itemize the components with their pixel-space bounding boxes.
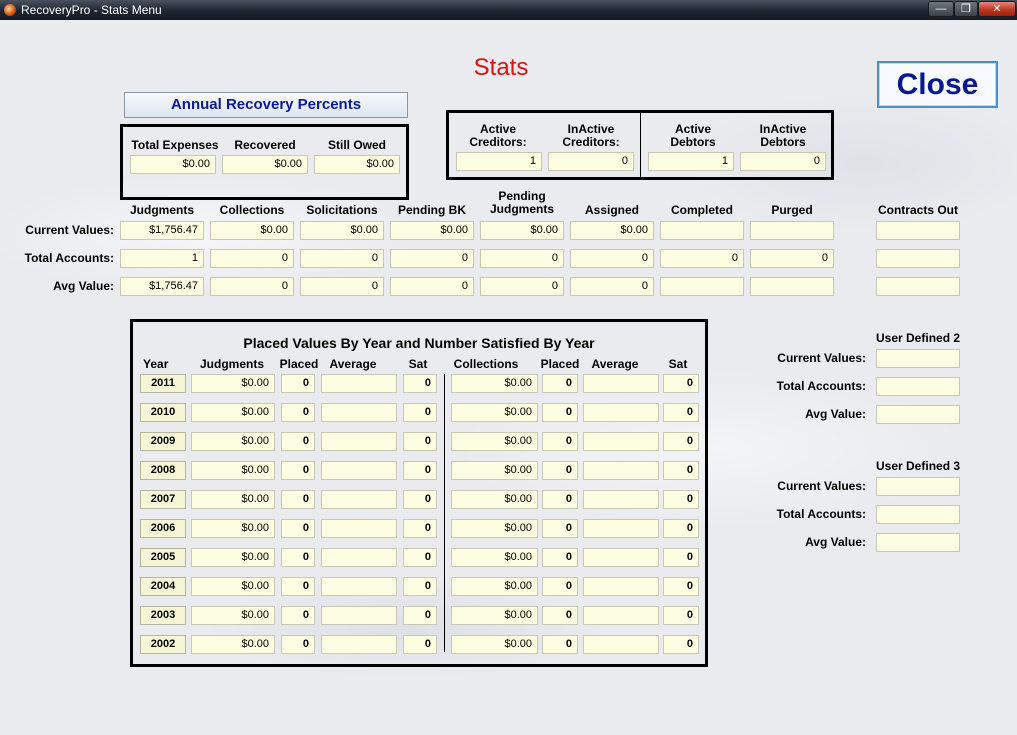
total-contracts-out-field[interactable] [876,249,960,268]
judgments-placed-count[interactable]: 0 [281,635,315,654]
row-label-current-values: Current Values: [25,223,114,237]
judgments-placed-count[interactable]: 0 [281,403,315,422]
active-creditors-field[interactable]: 1 [456,152,542,171]
judgments-placed-value[interactable]: $0.00 [191,432,275,451]
collections-average[interactable] [583,490,659,509]
collections-average[interactable] [583,606,659,625]
judgments-placed-count[interactable]: 0 [281,374,315,393]
placed-values-panel [130,319,708,667]
active-debtors-field[interactable]: 1 [648,152,734,171]
collections-average[interactable] [583,635,659,654]
avg-purged-field[interactable] [750,277,834,296]
year-cell: 2002 [140,635,186,654]
collections-placed-value[interactable]: $0.00 [451,432,538,451]
ud3-avg-value-field[interactable] [876,533,960,552]
page-title: Stats [473,54,529,81]
collections-placed-value[interactable]: $0.00 [451,635,538,654]
current-contracts-out-field[interactable] [876,221,960,240]
ud3-total-accounts-label: Total Accounts: [776,507,866,521]
collections-sat[interactable]: 0 [663,519,699,538]
still-owed-label: Still Owed [327,138,386,152]
recovered-field[interactable]: $0.00 [222,155,308,174]
collections-placed-count[interactable]: 0 [542,374,578,393]
window-title: RecoveryPro - Stats Menu [21,3,162,17]
inactive-debtors-field[interactable]: 0 [740,152,826,171]
collections-placed-count[interactable]: 0 [542,432,578,451]
actives-divider [640,113,641,177]
user-defined-2-title: User Defined 2 [876,331,961,345]
judgments-average[interactable] [321,519,397,538]
stats-window-body [0,20,1017,735]
col-header-completed: Completed [670,203,733,217]
header-sat-c: Sat [668,357,688,371]
collections-average[interactable] [583,461,659,480]
ud2-current-values-field[interactable] [876,349,960,368]
total-judgments-field[interactable]: 1 [120,249,204,268]
close-button[interactable]: Close [877,61,998,108]
collections-placed-value[interactable]: $0.00 [451,461,538,480]
year-cell: 2003 [140,606,186,625]
collections-placed-count[interactable]: 0 [542,461,578,480]
avg-assigned-field[interactable]: 0 [570,277,654,296]
header-placed-c: Placed [540,357,580,371]
collections-sat[interactable]: 0 [663,490,699,509]
judgments-average[interactable] [321,548,397,567]
year-cell: 2011 [140,374,186,393]
judgments-average[interactable] [321,403,397,422]
header-judgments: Judgments [199,357,264,371]
judgments-sat[interactable]: 0 [403,461,437,480]
avg-solicitations-field[interactable]: 0 [300,277,384,296]
year-cell: 2010 [140,403,186,422]
judgments-sat[interactable]: 0 [403,577,437,596]
ud2-total-accounts-field[interactable] [876,377,960,396]
avg-pending-bk-field[interactable]: 0 [390,277,474,296]
judgments-average[interactable] [321,490,397,509]
collections-placed-count[interactable]: 0 [542,403,578,422]
ud2-total-accounts-label: Total Accounts: [776,379,866,393]
active-debtors-label: Active Debtors [670,122,716,149]
title-bar [0,0,1017,20]
annual-recovery-percents-button[interactable]: Annual Recovery Percents [124,92,408,118]
collections-average[interactable] [583,519,659,538]
inactive-debtors-label: InActive Debtors [759,122,807,149]
collections-placed-value[interactable]: $0.00 [451,374,538,393]
collections-placed-value[interactable]: $0.00 [451,606,538,625]
judgments-placed-value[interactable]: $0.00 [191,606,275,625]
collections-average[interactable] [583,432,659,451]
ud3-total-accounts-field[interactable] [876,505,960,524]
judgments-sat[interactable]: 0 [403,432,437,451]
avg-contracts-out-field[interactable] [876,277,960,296]
judgments-placed-value[interactable]: $0.00 [191,403,275,422]
judgments-placed-count[interactable]: 0 [281,519,315,538]
ud2-avg-value-label: Avg Value: [805,407,866,421]
collections-placed-value[interactable]: $0.00 [451,490,538,509]
current-pending-judgments-field[interactable]: $0.00 [480,221,564,240]
header-average-j: Average [329,357,377,371]
judgments-placed-value[interactable]: $0.00 [191,548,275,567]
judgments-sat[interactable]: 0 [403,490,437,509]
total-collections-field[interactable]: 0 [210,249,294,268]
year-cell: 2004 [140,577,186,596]
judgments-placed-value[interactable]: $0.00 [191,577,275,596]
year-cell: 2007 [140,490,186,509]
total-pending-judgments-field[interactable]: 0 [480,249,564,268]
judgments-placed-value[interactable]: $0.00 [191,635,275,654]
placed-values-title: Placed Values By Year and Number Satisfied By Year [243,335,595,351]
collections-average[interactable] [583,548,659,567]
minimize-button[interactable]: — [928,1,954,17]
year-cell: 2005 [140,548,186,567]
collections-placed-count[interactable]: 0 [542,519,578,538]
total-assigned-field[interactable]: 0 [570,249,654,268]
collections-placed-value[interactable]: $0.00 [451,577,538,596]
judgments-placed-value[interactable]: $0.00 [191,374,275,393]
current-solicitations-field[interactable]: $0.00 [300,221,384,240]
ud3-current-values-label: Current Values: [777,479,866,493]
col-header-contracts-out: Contracts Out [877,203,958,217]
judgments-sat[interactable]: 0 [403,635,437,654]
ud3-avg-value-label: Avg Value: [805,535,866,549]
col-header-collections: Collections [219,203,285,217]
total-expenses-label: Total Expenses [131,138,219,152]
header-average-c: Average [591,357,639,371]
collections-average[interactable] [583,403,659,422]
still-owed-field[interactable]: $0.00 [314,155,400,174]
judgments-sat[interactable]: 0 [403,606,437,625]
col-header-solicitations: Solicitations [306,203,378,217]
header-placed-j: Placed [279,357,319,371]
collections-sat[interactable]: 0 [663,635,699,654]
judgments-sat[interactable]: 0 [403,374,437,393]
collections-average[interactable] [583,577,659,596]
col-header-purged: Purged [771,203,813,217]
col-header-pending-bk: Pending BK [398,203,466,217]
collections-placed-value[interactable]: $0.00 [451,403,538,422]
current-assigned-field[interactable]: $0.00 [570,221,654,240]
judgments-average[interactable] [321,606,397,625]
judgments-placed-count[interactable]: 0 [281,577,315,596]
row-label-avg-value: Avg Value: [53,279,114,293]
ud3-current-values-field[interactable] [876,477,960,496]
inactive-creditors-label: InActive Creditors: [562,122,620,149]
actives-panel [446,110,834,180]
avg-collections-field[interactable]: 0 [210,277,294,296]
active-creditors-label: Active Creditors: [469,122,527,149]
col-header-pending-judgments: Pending Judgments [489,189,554,216]
total-completed-field[interactable]: 0 [660,249,744,268]
judgments-sat[interactable]: 0 [403,548,437,567]
avg-completed-field[interactable] [660,277,744,296]
year-cell: 2008 [140,461,186,480]
judgments-placed-count[interactable]: 0 [281,461,315,480]
ud2-current-values-label: Current Values: [777,351,866,365]
judgments-average[interactable] [321,577,397,596]
year-cell: 2006 [140,519,186,538]
current-pending-bk-field[interactable]: $0.00 [390,221,474,240]
collections-average[interactable] [583,374,659,393]
judgments-average[interactable] [321,374,397,393]
judgments-average[interactable] [321,432,397,451]
col-header-assigned: Assigned [584,203,639,217]
current-judgments-field[interactable]: $1,756.47 [120,221,204,240]
window-close-button[interactable]: ✕ [978,1,1016,17]
inactive-creditors-field[interactable]: 0 [548,152,634,171]
collections-placed-count[interactable]: 0 [542,635,578,654]
current-collections-field[interactable]: $0.00 [210,221,294,240]
collections-sat[interactable]: 0 [663,461,699,480]
collections-sat[interactable]: 0 [663,374,699,393]
col-header-judgments: Judgments [129,203,194,217]
judgments-sat[interactable]: 0 [403,519,437,538]
recovered-label: Recovered [234,138,296,152]
row-label-total-accounts: Total Accounts: [24,251,114,265]
ud2-avg-value-field[interactable] [876,405,960,424]
avg-pending-judgments-field[interactable]: 0 [480,277,564,296]
total-expenses-field[interactable]: $0.00 [130,155,216,174]
collections-sat[interactable]: 0 [663,432,699,451]
collections-sat[interactable]: 0 [663,548,699,567]
judgments-placed-count[interactable]: 0 [281,490,315,509]
header-sat-j: Sat [408,357,428,371]
judgments-placed-count[interactable]: 0 [281,548,315,567]
header-year: Year [143,357,169,371]
total-purged-field[interactable]: 0 [750,249,834,268]
judgments-placed-value[interactable]: $0.00 [191,461,275,480]
collections-placed-count[interactable]: 0 [542,548,578,567]
year-cell: 2009 [140,432,186,451]
app-icon [4,4,16,16]
current-purged-field[interactable] [750,221,834,240]
current-completed-field[interactable] [660,221,744,240]
user-defined-3-title: User Defined 3 [876,459,961,473]
collections-sat[interactable]: 0 [663,606,699,625]
judgments-sat[interactable]: 0 [403,403,437,422]
collections-placed-count[interactable]: 0 [542,490,578,509]
collections-sat[interactable]: 0 [663,577,699,596]
maximize-button[interactable]: ❐ [954,1,978,17]
placed-divider [444,374,445,652]
avg-judgments-field[interactable]: $1,756.47 [120,277,204,296]
judgments-average[interactable] [321,635,397,654]
judgments-placed-value[interactable]: $0.00 [191,490,275,509]
judgments-average[interactable] [321,461,397,480]
total-pending-bk-field[interactable]: 0 [390,249,474,268]
collections-sat[interactable]: 0 [663,403,699,422]
total-solicitations-field[interactable]: 0 [300,249,384,268]
header-collections: Collections [453,357,519,371]
judgments-placed-count[interactable]: 0 [281,606,315,625]
collections-placed-count[interactable]: 0 [542,606,578,625]
collections-placed-value[interactable]: $0.00 [451,548,538,567]
collections-placed-value[interactable]: $0.00 [451,519,538,538]
totals-panel [120,124,409,200]
judgments-placed-value[interactable]: $0.00 [191,519,275,538]
judgments-placed-count[interactable]: 0 [281,432,315,451]
collections-placed-count[interactable]: 0 [542,577,578,596]
